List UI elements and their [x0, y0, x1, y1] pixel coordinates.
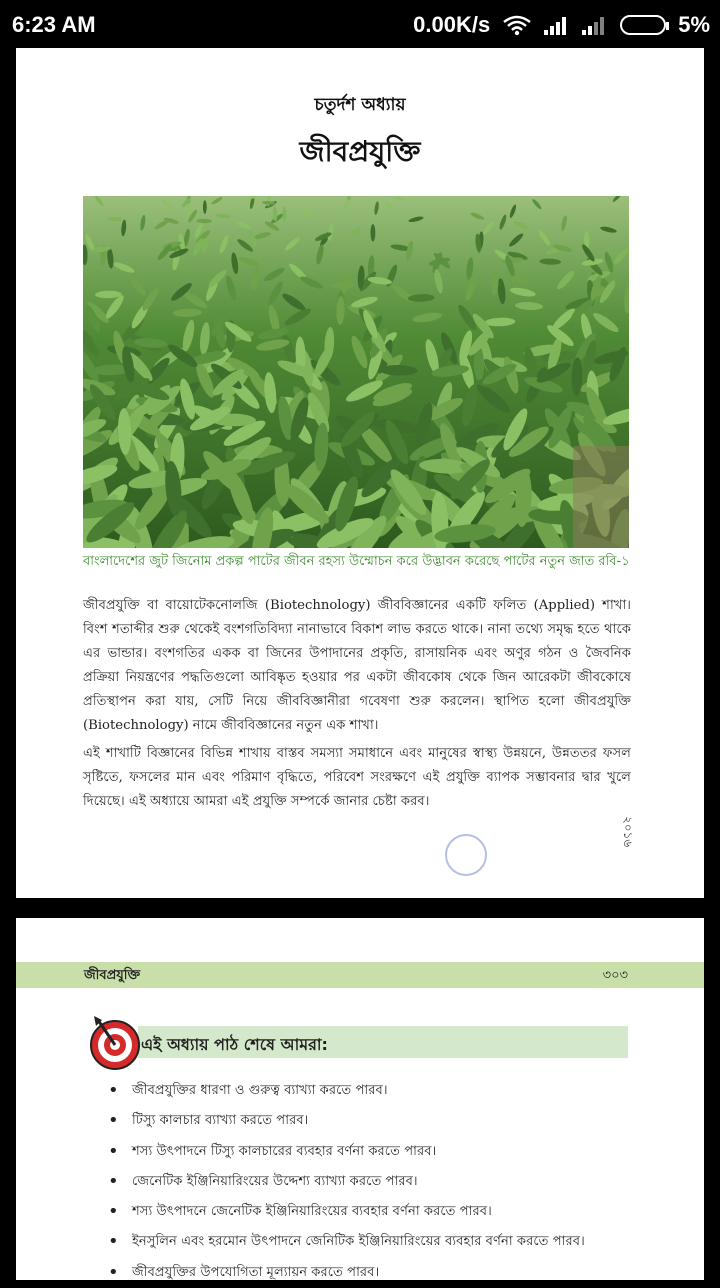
objective-item: • ইনসুলিন এবং হরমোন উৎপাদনে জেনিটিক ইঞ্জিনিয়ারিংয়ের ব্যবহার বর্ণনা করতে পারব। [104, 1227, 664, 1257]
status-time: 6:23 AM [12, 12, 96, 37]
loading-circle-icon [445, 834, 487, 876]
paragraph-2: এই শাখাটি বিজ্ঞানের বিভিন্ন শাখায় বাস্তব সমস্যা সমাধানে এবং মানুষের স্বাস্থ্য উন্নয়নে, উন্নততর ফসল সৃষ্টিতে, ফসলের মান এবং পরিমাণ বৃদ্ধিতে, পরিবেশ সংরক্ষণে এই প্রযুক্তি ব্যাপক সম্ভাবনার দ্বার খুলে দিয়েছে। এই অধ্যায়ে আমরা এই প্রযুক্তি সম্পর্কে জানার চেষ্টা করব। [83, 746, 631, 809]
book-page-1 [16, 48, 704, 898]
objective-item: • শস্য উৎপাদনে টিস্যু কালচারের ব্যবহার বর্ণনা করতে পারব। [104, 1137, 664, 1167]
objective-item: • জীবপ্রযুক্তির ধারণা ও গুরুত্ব ব্যাখ্যা করতে পারব। [104, 1076, 664, 1106]
status-bar [0, 0, 720, 48]
objective-item: • শস্য উৎপাদনে জেনেটিক ইঞ্জিনিয়ারিংয়ের ব্যবহার বর্ণনা করতে পারব। [104, 1197, 664, 1227]
objective-item: • জীবপ্রযুক্তির উপযোগিতা মূল্যায়ন করতে পারব। [104, 1258, 664, 1288]
image-caption: বাংলাদেশের জুট জিনোম প্রকল্প পাটের জীবন রহস্য উম্মোচন করে উদ্ভাবন করেছে পাটের নতুন জাত রবি-১ [83, 554, 630, 569]
battery-icon [620, 15, 666, 35]
objectives-list [104, 1076, 664, 1288]
signal-icon [582, 15, 608, 35]
objective-item: • জেনেটিক ইঞ্জিনিয়ারিংয়ের উদ্দেশ্য ব্যাখ্যা করতে পারব। [104, 1167, 664, 1197]
target-icon [86, 1014, 144, 1072]
objective-item: • টিস্যু কালচার ব্যাখ্যা করতে পারব। [104, 1106, 664, 1136]
goal-heading: এই অধ্যায় পাঠ শেষে আমরা: [141, 1035, 328, 1054]
wifi-icon [502, 14, 532, 36]
signal-icon [544, 15, 570, 35]
header-title: জীবপ্রযুক্তি [84, 968, 141, 983]
book-page-2 [16, 918, 704, 1280]
jute-field-photo [83, 196, 629, 548]
paragraph-1: জীবপ্রযুক্তি বা বায়োটেকনোলজি (Biotechnology) জীববিজ্ঞানের একটি ফলিত (Applied) শাখা। বিংশ শতাব্দীর শুরু থেকেই বংশগতিবিদ্যা নানাভাবে বিকাশ লাভ করতে থাকে। নানা তথ্যে সমৃদ্ধ হতে থাকে এর ভান্ডার। বংশগতির একক বা জিনের উপাদানের প্রকৃতি, রাসায়নিক এবং অণুর গঠন ও জৈবনিক প্রক্রিয়া নিয়ন্ত্রণের পদ্ধতিগুলো আবিষ্কৃত হওয়ার পর একটা জীবকোষ থেকে জিন আরেকটা জীবকোষে প্রতিস্থাপন করা যায়, সেটি নিয়ে জীববিজ্ঞানীরা গবেষণা শুরু করলেন। স্থাপিত হলো জীবপ্রযুক্তি (Biotechnology) নামে জীববিজ্ঞানের নতুন এক শাখা। [83, 598, 631, 733]
battery-percent: 5% [678, 12, 710, 37]
chapter-title: জীবপ্রযুক্তি [299, 135, 421, 168]
network-speed: 0.00K/s [413, 12, 491, 37]
jute-plants-illustration [83, 196, 629, 548]
status-icons [413, 12, 710, 38]
chapter-label: চতুর্দশ অধ্যায় [314, 95, 406, 115]
page-number: ৩০৩ [602, 968, 628, 983]
page-header [16, 962, 704, 988]
side-page-number: ২০১৬ [621, 816, 635, 848]
